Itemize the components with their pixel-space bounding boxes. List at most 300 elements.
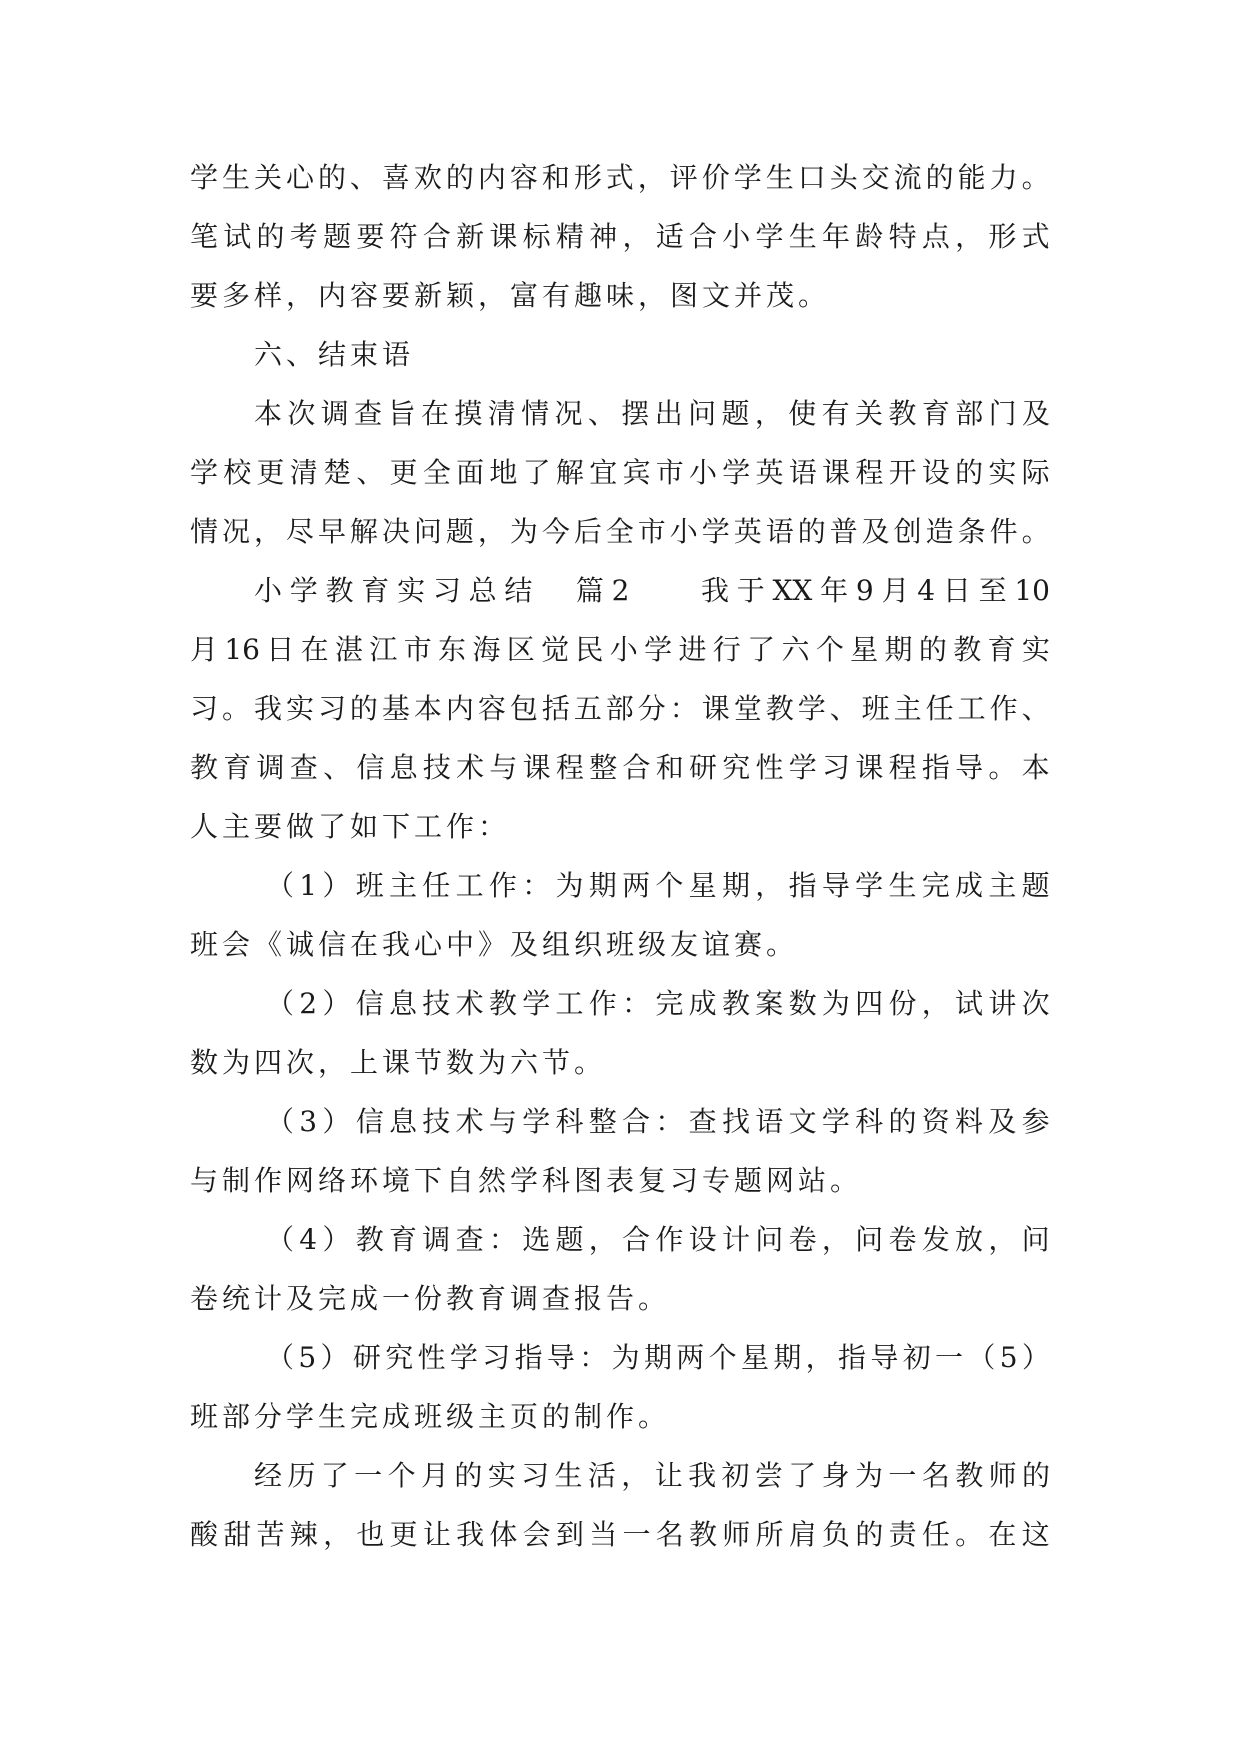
glyph: 行 xyxy=(712,633,741,666)
text-line: 与制作网络环境下自然学科图表复习专题网站。 xyxy=(190,1164,863,1197)
glyph: 的 xyxy=(955,456,984,489)
glyph: 名 xyxy=(921,1459,950,1492)
glyph: 教 xyxy=(955,1459,984,1492)
glyph: 主 xyxy=(893,692,922,725)
glyph: 特 xyxy=(888,220,917,253)
glyph: 。 xyxy=(221,692,250,725)
glyph: 基 xyxy=(381,692,410,725)
glyph: 任 xyxy=(422,869,451,902)
glyph: 语 xyxy=(788,456,817,489)
glyph: 清 xyxy=(487,397,516,430)
glyph: 生 xyxy=(888,869,917,902)
glyph: 学 xyxy=(855,869,884,902)
glyph: 4 xyxy=(299,1223,318,1256)
glyph: 为 xyxy=(821,987,850,1020)
glyph: 查 xyxy=(354,397,383,430)
glyph: ， xyxy=(754,397,783,430)
glyph: 、 xyxy=(829,692,858,725)
glyph: 肩 xyxy=(788,1518,817,1551)
glyph: 。 xyxy=(955,1518,984,1551)
glyph: 科 xyxy=(855,1105,884,1138)
glyph: 学 xyxy=(644,633,673,666)
glyph: ） xyxy=(1021,1341,1050,1374)
glyph: 和 xyxy=(541,161,570,194)
glyph: 包 xyxy=(509,692,538,725)
glyph: 件 xyxy=(989,515,1018,548)
glyph: 本 xyxy=(254,397,283,430)
glyph: 了 xyxy=(320,1459,349,1492)
glyph: 作 xyxy=(655,1223,684,1256)
text-line: 六、结束语 xyxy=(254,338,415,371)
glyph: 实 xyxy=(285,692,314,725)
glyph: 主 xyxy=(988,869,1017,902)
glyph: 一 xyxy=(935,1341,964,1374)
glyph: 习 xyxy=(482,1341,511,1374)
glyph: 作 xyxy=(488,869,517,902)
glyph: 形 xyxy=(573,161,602,194)
glyph: 年 xyxy=(820,574,849,607)
glyph: 为 xyxy=(509,515,538,548)
glyph: 学 xyxy=(797,692,826,725)
glyph: 实 xyxy=(1021,633,1050,666)
glyph: 整 xyxy=(588,1105,617,1138)
glyph: 门 xyxy=(988,397,1017,430)
glyph: 教 xyxy=(888,397,917,430)
glyph: 责 xyxy=(888,1518,917,1551)
glyph: 教 xyxy=(688,1518,717,1551)
glyph: 信 xyxy=(355,987,384,1020)
glyph: 与 xyxy=(489,751,518,784)
glyph: 分 xyxy=(637,692,666,725)
glyph: 为 xyxy=(855,1459,884,1492)
glyph: 课 xyxy=(701,692,730,725)
glyph: 性 xyxy=(417,1341,446,1374)
glyph: 计 xyxy=(721,1223,750,1256)
glyph: 文 xyxy=(788,1105,817,1138)
glyph: 9 xyxy=(855,574,874,607)
glyph: 学 xyxy=(522,987,551,1020)
glyph: 头 xyxy=(829,161,858,194)
glyph: 期 xyxy=(884,633,913,666)
text-line xyxy=(190,1446,1050,1505)
glyph: 旨 xyxy=(387,397,416,430)
glyph: 学 xyxy=(190,161,219,194)
glyph: 技 xyxy=(422,1105,451,1138)
glyph: 生 xyxy=(788,220,817,253)
glyph: 份 xyxy=(888,987,917,1020)
glyph: 16 xyxy=(224,633,260,666)
glyph: 出 xyxy=(654,397,683,430)
glyph: 题 xyxy=(445,515,474,548)
glyph: 题 xyxy=(323,220,352,253)
glyph: 任 xyxy=(925,692,954,725)
glyph: 月 xyxy=(420,1459,449,1492)
glyph: 研 xyxy=(688,751,717,784)
text-line xyxy=(190,148,1050,207)
glyph: 本 xyxy=(413,692,442,725)
glyph: 题 xyxy=(555,1223,584,1256)
glyph: ， xyxy=(921,987,950,1020)
glyph: ） xyxy=(322,987,351,1020)
glyph: 语 xyxy=(755,1105,784,1138)
glyph: 日 xyxy=(266,633,295,666)
glyph: 调 xyxy=(256,751,285,784)
glyph: 问 xyxy=(1021,1223,1050,1256)
glyph: 了 xyxy=(747,633,776,666)
glyph: 况 xyxy=(221,515,250,548)
glyph: 教 xyxy=(355,1223,384,1256)
glyph: （ xyxy=(266,1223,295,1256)
glyph: 料 xyxy=(955,1105,984,1138)
glyph: 部 xyxy=(955,397,984,430)
glyph: 教 xyxy=(190,751,219,784)
glyph: 术 xyxy=(456,751,485,784)
glyph: 问 xyxy=(688,397,717,430)
glyph: 。 xyxy=(1021,515,1050,548)
glyph: 解 xyxy=(349,515,378,548)
glyph: 课 xyxy=(855,751,884,784)
glyph: 学 xyxy=(788,751,817,784)
glyph: 及 xyxy=(861,515,890,548)
glyph: 卷 xyxy=(788,1223,817,1256)
glyph: 所 xyxy=(755,1518,784,1551)
glyph: 交 xyxy=(861,161,890,194)
glyph: 造 xyxy=(925,515,954,548)
glyph: 案 xyxy=(755,987,784,1020)
glyph: 四 xyxy=(855,987,884,1020)
text-line xyxy=(190,1505,1050,1564)
glyph: 关 xyxy=(253,161,282,194)
glyph: ， xyxy=(805,1341,834,1374)
glyph: 全 xyxy=(422,456,451,489)
glyph: ： xyxy=(622,987,651,1020)
glyph: 查 xyxy=(455,1223,484,1256)
glyph: ） xyxy=(322,1105,351,1138)
glyph: 月 xyxy=(881,574,910,607)
glyph: 实 xyxy=(397,574,426,607)
glyph: 放 xyxy=(955,1223,984,1256)
glyph: 堂 xyxy=(733,692,762,725)
glyph: 喜 xyxy=(381,161,410,194)
glyph: 为 xyxy=(555,869,584,902)
glyph: 实 xyxy=(988,456,1017,489)
glyph: 适 xyxy=(655,220,684,253)
glyph: 作 xyxy=(989,692,1018,725)
glyph: 摆 xyxy=(621,397,650,430)
glyph: 口 xyxy=(797,161,826,194)
glyph: 合 xyxy=(622,751,651,784)
glyph: 星 xyxy=(688,869,717,902)
glyph: 进 xyxy=(678,633,707,666)
glyph: 4 xyxy=(917,574,936,607)
glyph: 讲 xyxy=(988,987,1017,1020)
glyph: 信 xyxy=(355,1105,384,1138)
glyph: 星 xyxy=(740,1341,769,1374)
glyph: 一 xyxy=(622,1518,651,1551)
glyph: 当 xyxy=(589,1518,618,1551)
glyph: 师 xyxy=(988,1459,1017,1492)
glyph: 课 xyxy=(522,751,551,784)
glyph: 学 xyxy=(821,1105,850,1138)
glyph: 教 xyxy=(325,574,354,607)
glyph: 究 xyxy=(385,1341,414,1374)
glyph: 究 xyxy=(722,751,751,784)
glyph: 关 xyxy=(855,397,884,430)
glyph: ） xyxy=(322,1223,351,1256)
glyph: 历 xyxy=(287,1459,316,1492)
text-line: 班部分学生完成班级主页的制作。 xyxy=(190,1400,671,1433)
glyph: （ xyxy=(266,987,295,1020)
glyph: 地 xyxy=(489,456,518,489)
glyph: 校 xyxy=(223,456,252,489)
text-line xyxy=(190,443,1050,502)
glyph: 查 xyxy=(688,1105,717,1138)
glyph: 生 xyxy=(221,161,250,194)
glyph: 小 xyxy=(669,515,698,548)
glyph: 合 xyxy=(422,220,451,253)
glyph: 为 xyxy=(611,1341,640,1374)
glyph: 新 xyxy=(456,220,485,253)
glyph: 让 xyxy=(654,1459,683,1492)
glyph: 五 xyxy=(573,692,602,725)
glyph: 流 xyxy=(893,161,922,194)
glyph: 习 xyxy=(190,692,219,725)
glyph: 点 xyxy=(921,220,950,253)
glyph: 欢 xyxy=(413,161,442,194)
glyph: 指 xyxy=(514,1341,543,1374)
glyph: 术 xyxy=(455,987,484,1020)
glyph: 指 xyxy=(921,751,950,784)
glyph: 两 xyxy=(676,1341,705,1374)
glyph: 次 xyxy=(1021,987,1050,1020)
glyph: 体 xyxy=(489,1518,518,1551)
glyph: 设 xyxy=(688,1223,717,1256)
glyph: 导 xyxy=(546,1341,575,1374)
glyph: 卷 xyxy=(888,1223,917,1256)
glyph: 个 xyxy=(387,1459,416,1492)
glyph: 英 xyxy=(755,456,784,489)
text-line xyxy=(190,738,1050,797)
glyph: 力 xyxy=(989,161,1018,194)
document-page xyxy=(190,148,1050,1564)
glyph: 在 xyxy=(420,397,449,430)
glyph: 解 xyxy=(555,456,584,489)
glyph: 期 xyxy=(773,1341,802,1374)
glyph: 的 xyxy=(797,515,826,548)
glyph: 括 xyxy=(541,692,570,725)
text-line xyxy=(190,561,1050,620)
glyph: 导 xyxy=(821,869,850,902)
glyph: 评 xyxy=(669,161,698,194)
glyph: 习 xyxy=(432,574,461,607)
glyph: 3 xyxy=(299,1105,318,1138)
glyph: 甜 xyxy=(223,1518,252,1551)
glyph: 开 xyxy=(888,456,917,489)
glyph: 海 xyxy=(472,633,501,666)
glyph: 生 xyxy=(765,161,794,194)
glyph: 育 xyxy=(921,397,950,430)
glyph: ， xyxy=(253,515,282,548)
glyph: ， xyxy=(323,1518,352,1551)
glyph: ） xyxy=(320,1341,349,1374)
glyph: 次 xyxy=(287,397,316,430)
glyph: ： xyxy=(579,1341,608,1374)
glyph: 一 xyxy=(354,1459,383,1492)
glyph: 摸 xyxy=(454,397,483,430)
glyph: 课 xyxy=(489,220,518,253)
glyph: 在 xyxy=(988,1518,1017,1551)
glyph: 英 xyxy=(733,515,762,548)
glyph: 成 xyxy=(955,869,984,902)
glyph: 研 xyxy=(352,1341,381,1374)
glyph: ） xyxy=(322,869,351,902)
glyph: 这 xyxy=(1021,1518,1050,1551)
glyph: 六 xyxy=(781,633,810,666)
glyph: 程 xyxy=(888,751,917,784)
glyph: 和 xyxy=(655,751,684,784)
glyph: 技 xyxy=(422,987,451,1020)
glyph: （ xyxy=(967,1341,996,1374)
glyph: 学 xyxy=(755,220,784,253)
glyph: 班 xyxy=(861,692,890,725)
text-line xyxy=(190,502,1050,561)
glyph: 、 xyxy=(323,751,352,784)
glyph: 合 xyxy=(622,1105,651,1138)
glyph: ： xyxy=(655,1105,684,1138)
glyph: 问 xyxy=(855,1223,884,1256)
spacer xyxy=(540,561,568,620)
glyph: ， xyxy=(955,220,984,253)
glyph: 的 xyxy=(317,161,346,194)
glyph: 了 xyxy=(788,1459,817,1492)
glyph: 设 xyxy=(921,456,950,489)
glyph: 育 xyxy=(389,1223,418,1256)
glyph: 工 xyxy=(957,692,986,725)
glyph: 至 xyxy=(978,574,1007,607)
glyph: 导 xyxy=(955,751,984,784)
glyph: 2 xyxy=(611,574,630,607)
glyph: 名 xyxy=(655,1518,684,1551)
glyph: 学 xyxy=(289,574,318,607)
glyph: 初 xyxy=(721,1459,750,1492)
glyph: 笔 xyxy=(190,220,219,253)
glyph: 试 xyxy=(223,220,252,253)
glyph: 性 xyxy=(755,751,784,784)
glyph: 的 xyxy=(445,161,474,194)
glyph: 我 xyxy=(688,1459,717,1492)
glyph: 查 xyxy=(289,751,318,784)
glyph: 式 xyxy=(1021,220,1050,253)
glyph: 的 xyxy=(256,220,285,253)
glyph: 更 xyxy=(256,456,285,489)
glyph: 更 xyxy=(389,456,418,489)
glyph: 情 xyxy=(521,397,550,430)
text-line xyxy=(190,856,1050,915)
glyph: 习 xyxy=(822,751,851,784)
glyph: 期 xyxy=(721,869,750,902)
glyph: 题 xyxy=(1021,869,1050,902)
glyph: 标 xyxy=(522,220,551,253)
glyph: 学 xyxy=(522,1105,551,1138)
glyph: 小 xyxy=(254,574,283,607)
glyph: 市 xyxy=(403,633,432,666)
glyph: 心 xyxy=(285,161,314,194)
glyph: 个 xyxy=(815,633,844,666)
glyph: 。 xyxy=(988,751,1017,784)
glyph: 我 xyxy=(253,692,282,725)
glyph: 初 xyxy=(902,1341,931,1374)
glyph: 工 xyxy=(555,987,584,1020)
glyph: 容 xyxy=(509,161,538,194)
glyph: 习 xyxy=(317,692,346,725)
glyph: 、 xyxy=(356,456,385,489)
glyph: 个 xyxy=(708,1341,737,1374)
glyph: 试 xyxy=(955,987,984,1020)
glyph: 考 xyxy=(289,220,318,253)
glyph: ： xyxy=(669,692,698,725)
text-line xyxy=(190,620,1050,679)
glyph: 酸 xyxy=(190,1518,219,1551)
glyph: 我 xyxy=(456,1518,485,1551)
glyph: 普 xyxy=(829,515,858,548)
text-line xyxy=(190,207,1050,266)
glyph: 问 xyxy=(413,515,442,548)
glyph: 符 xyxy=(389,220,418,253)
text-line xyxy=(190,1328,1050,1387)
glyph: 楚 xyxy=(323,456,352,489)
glyph: ， xyxy=(821,1223,850,1256)
glyph: 龄 xyxy=(855,220,884,253)
glyph: 发 xyxy=(921,1223,950,1256)
glyph: 信 xyxy=(356,751,385,784)
glyph: 完 xyxy=(921,869,950,902)
glyph: 程 xyxy=(555,751,584,784)
glyph: 5 xyxy=(999,1341,1018,1374)
glyph: 资 xyxy=(921,1105,950,1138)
glyph: 民 xyxy=(575,633,604,666)
glyph: 选 xyxy=(522,1223,551,1256)
glyph: 宾 xyxy=(622,456,651,489)
glyph: 苦 xyxy=(256,1518,285,1551)
glyph: ， xyxy=(622,220,651,253)
glyph: 负 xyxy=(822,1518,851,1551)
glyph: 的 xyxy=(925,161,954,194)
glyph: 一 xyxy=(888,1459,917,1492)
text-line: 数为四次，上课节数为六节。 xyxy=(190,1046,607,1079)
glyph: 的 xyxy=(349,692,378,725)
glyph: 教 xyxy=(953,633,982,666)
glyph: ， xyxy=(621,1459,650,1492)
glyph: 能 xyxy=(957,161,986,194)
glyph: 结 xyxy=(504,574,533,607)
glyph: 及 xyxy=(1021,397,1050,430)
glyph: 今 xyxy=(541,515,570,548)
glyph: 实 xyxy=(487,1459,516,1492)
glyph: 科 xyxy=(555,1105,584,1138)
text-line xyxy=(190,679,1050,738)
glyph: 程 xyxy=(855,456,884,489)
glyph: 于 xyxy=(736,574,765,607)
glyph: 习 xyxy=(521,1459,550,1492)
glyph: 后 xyxy=(573,515,602,548)
glyph: 期 xyxy=(643,1341,672,1374)
glyph: 形 xyxy=(988,220,1017,253)
glyph: 情 xyxy=(190,515,219,548)
glyph: 合 xyxy=(688,220,717,253)
text-line xyxy=(190,974,1050,1033)
glyph: 小 xyxy=(688,456,717,489)
glyph: 及 xyxy=(988,1105,1017,1138)
